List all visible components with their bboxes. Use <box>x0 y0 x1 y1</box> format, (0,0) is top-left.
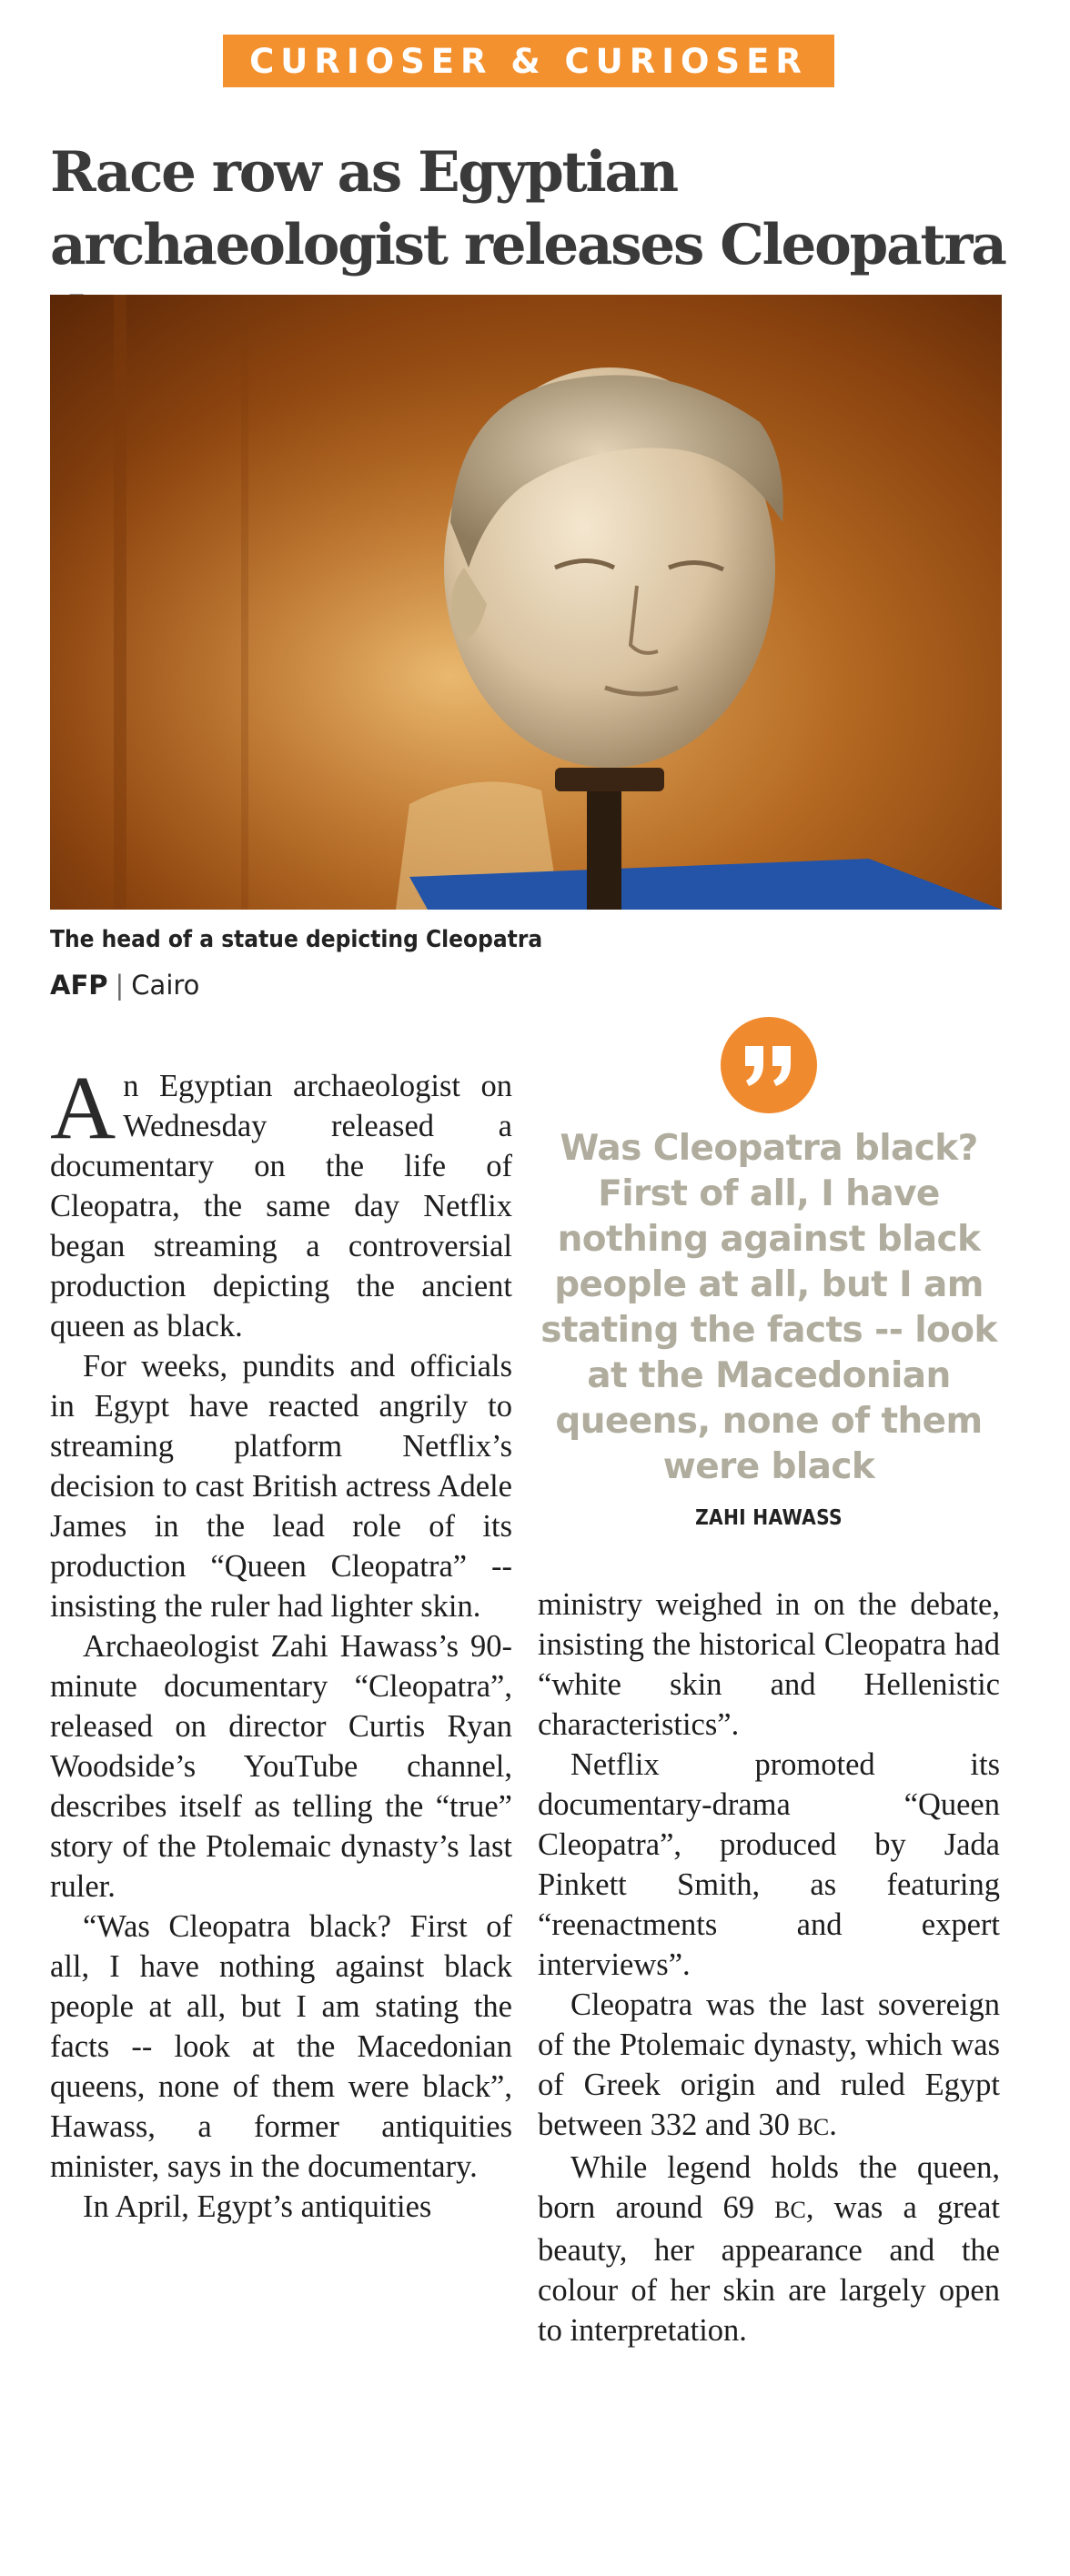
byline-location: Cairo <box>131 970 200 1001</box>
paragraph-1-text: n Egyptian archaeologist on Wednesday released a documentary on the life of Cleopatra, the same day Netflix began streaming a controversial production depicting the ancient queen as black. <box>50 1069 512 1343</box>
article-column-right <box>538 1585 1000 2350</box>
byline <box>50 970 199 1001</box>
paragraph-5-continued: ministry weighed in on the debate, insisting the historical Cleopatra had “white skin and Hellenistic characteristics”. <box>538 1587 1000 1742</box>
byline-agency: AFP <box>50 970 108 1001</box>
cleopatra-statue-image <box>50 295 1002 910</box>
paragraph-1 <box>50 1057 512 1346</box>
paragraph-5-start: In April, Egypt’s antiquities <box>83 2189 432 2224</box>
closing-quote-icon <box>721 1017 817 1113</box>
paragraph-4: “Was Cleopatra black? First of all, I have nothing against black people at all, but I am stating the facts -- look at the Macedonian queens, none of them were black”, Hawass, a former antiquities minister, says in the documentary. <box>50 1909 512 2184</box>
pull-quote-text: Was Cleopatra black? First of all, I have nothing against black people at all, but I am stating the facts -- look at the Macedonian queens, none of them were black <box>540 1128 997 1487</box>
era-abbreviation: BC <box>774 2197 806 2223</box>
pull-quote <box>538 1017 1000 1530</box>
drop-cap: A <box>50 1057 116 1158</box>
article-column-left <box>50 1057 512 2227</box>
section-kicker <box>223 35 834 87</box>
paragraph-6: Netflix promoted its documentary-drama “Queen Cleopatra”, produced by Jada Pinkett Smith, as featuring “reenactments and expert interviews”. <box>538 1747 1000 1982</box>
paragraph-3: Archaeologist Zahi Hawass’s 90-minute documentary “Cleopatra”, released on director Curtis Ryan Woodside’s YouTube channel, describes itself as telling the “true” story of the Ptolemaic dynasty’s last ruler. <box>50 1629 512 1904</box>
image-caption: The head of a statue depicting Cleopatra <box>50 926 543 953</box>
paragraph-7-end: . <box>829 2108 837 2142</box>
paragraph-2: For weeks, pundits and officials in Egypt have reacted angrily to streaming platform Netflix’s decision to cast British actress Adele James in the lead role of its production “Queen Cleopatra” -- insisting the ruler had lighter skin. <box>50 1349 512 1624</box>
article-photo <box>50 295 1002 910</box>
paragraph-8 <box>538 2148 1000 2350</box>
paragraph-7 <box>538 1985 1000 2148</box>
byline-separator: | <box>115 970 125 1001</box>
era-abbreviation: BC <box>797 2114 830 2140</box>
paragraph-8-end: , was a great beauty, her appearance and the colour of her skin are largely open to interpretation. <box>538 2190 1000 2348</box>
paragraph-7-text: Cleopatra was the last sovereign of the Ptolemaic dynasty, which was of Greek origin and ruled Egypt between 332 and 30 <box>538 1987 1000 2142</box>
article-headline: Race row as Egyptian archaeologist releases Cleopatra <box>50 140 1005 277</box>
pull-quote-attribution: ZAHI HAWASS <box>695 1506 843 1530</box>
paragraph-8-text: While legend holds the queen, born around 69 <box>538 2150 1000 2225</box>
section-kicker-label: CURIOSER & CURIOSER <box>249 41 808 81</box>
